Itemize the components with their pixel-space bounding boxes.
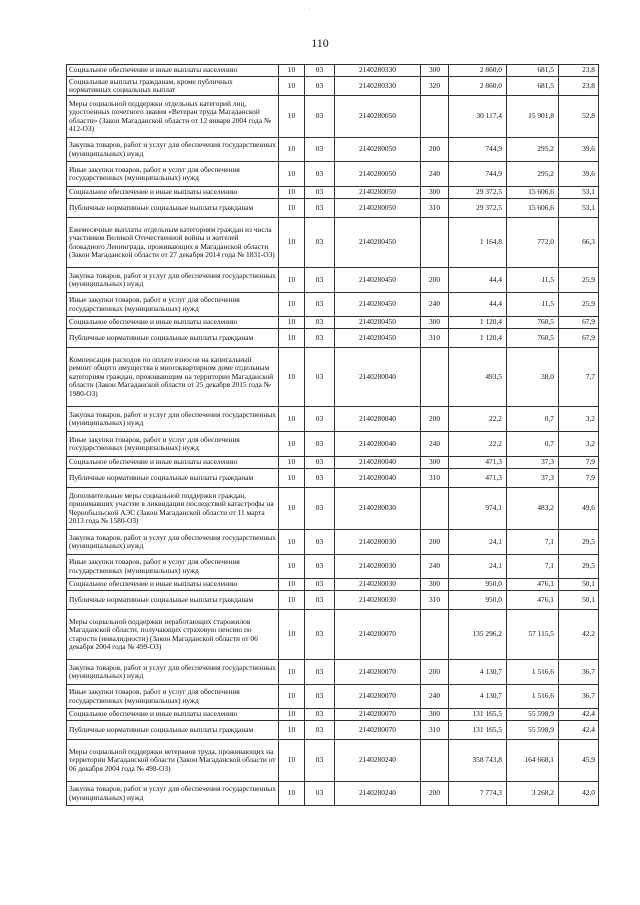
row-execution-percent: 7,9 <box>559 469 599 488</box>
row-subsection: 03 <box>305 469 335 488</box>
table-row <box>67 187 599 199</box>
row-name: Меры социальной поддержки ветеранов труда, проживающих на территории Магаданской области (Закон Магаданской области от 06 декабря 2004 года № 498-ОЗ) <box>67 740 279 782</box>
row-section: 10 <box>279 579 305 591</box>
row-execution-percent: 36,7 <box>559 685 599 709</box>
row-expense-type: 300 <box>421 187 449 199</box>
row-subsection: 03 <box>305 317 335 329</box>
row-execution-percent: 7,7 <box>559 348 599 407</box>
table-row <box>67 218 599 268</box>
row-name: Иные закупки товаров, работ и услуг для обеспечения государственных (муниципальных) нужд <box>67 555 279 579</box>
row-actual-amount: 7,1 <box>507 530 559 555</box>
row-subsection: 03 <box>305 555 335 579</box>
row-name: Иные закупки товаров, работ и услуг для обеспечения государственных (муниципальных) нужд <box>67 293 279 317</box>
row-target-article: 2140280070 <box>335 610 421 660</box>
row-section: 10 <box>279 610 305 660</box>
row-expense-type: 240 <box>421 685 449 709</box>
table-row <box>67 432 599 457</box>
row-expense-type: 240 <box>421 293 449 317</box>
row-target-article: 2140280050 <box>335 187 421 199</box>
row-plan-amount: 744,9 <box>449 138 507 162</box>
row-actual-amount: 15 901,8 <box>507 96 559 138</box>
row-actual-amount: 760,5 <box>507 317 559 329</box>
row-subsection: 03 <box>305 579 335 591</box>
row-name: Компенсация расходов по оплате взносов на капитальный ремонт общего имущества в многоквартирном доме отдельным категориям граждан, проживающим на территории Магаданской области (Закон Магаданской области от 25 декабря 2015 года № 1980-ОЗ) <box>67 348 279 407</box>
row-execution-percent: 42,0 <box>559 782 599 806</box>
row-target-article: 2140280240 <box>335 782 421 806</box>
row-subsection: 03 <box>305 268 335 293</box>
row-actual-amount: 37,3 <box>507 457 559 469</box>
table-row <box>67 199 599 218</box>
row-subsection: 03 <box>305 709 335 721</box>
table-row <box>67 317 599 329</box>
row-name: Публичные нормативные социальные выплаты гражданам <box>67 721 279 740</box>
row-expense-type: 240 <box>421 555 449 579</box>
row-section: 10 <box>279 407 305 432</box>
row-execution-percent: 42,4 <box>559 709 599 721</box>
row-execution-percent: 39,6 <box>559 162 599 187</box>
row-name: Меры социальной поддержки отдельных категорий лиц, удостоенных почетного звания «Ветеран труда Магаданской области» (Закон Магаданской области от 12 января 2004 года № 412-ОЗ) <box>67 96 279 138</box>
table-row <box>67 555 599 579</box>
row-actual-amount: 7,1 <box>507 555 559 579</box>
row-name: Социальное обеспечение и иные выплаты населению <box>67 579 279 591</box>
table-row <box>67 660 599 685</box>
row-expense-type: 310 <box>421 721 449 740</box>
row-name: Иные закупки товаров, работ и услуг для обеспечения государственных (муниципальных) нужд <box>67 685 279 709</box>
row-section: 10 <box>279 530 305 555</box>
row-subsection: 03 <box>305 660 335 685</box>
row-actual-amount: 11,5 <box>507 268 559 293</box>
row-actual-amount: 0,7 <box>507 407 559 432</box>
row-subsection: 03 <box>305 457 335 469</box>
row-name: Дополнительные меры социальной поддержки граждан, принимавших участие в ликвидации последствий катастрофы на Чернобыльской АЭС (Закон Магаданской области от 11 марта 2013 года № 1580-ОЗ) <box>67 488 279 530</box>
row-expense-type: 200 <box>421 660 449 685</box>
row-execution-percent: 66,3 <box>559 218 599 268</box>
row-expense-type: 310 <box>421 199 449 218</box>
table-row <box>67 348 599 407</box>
row-subsection: 03 <box>305 187 335 199</box>
table-row <box>67 530 599 555</box>
row-section: 10 <box>279 555 305 579</box>
row-target-article: 2140280030 <box>335 555 421 579</box>
row-target-article: 2140280330 <box>335 65 421 77</box>
row-actual-amount: 55 598,9 <box>507 709 559 721</box>
row-name: Закупка товаров, работ и услуг для обеспечения государственных (муниципальных) нужд <box>67 782 279 806</box>
row-target-article: 2140280070 <box>335 660 421 685</box>
row-subsection: 03 <box>305 65 335 77</box>
row-actual-amount: 15 606,6 <box>507 187 559 199</box>
row-subsection: 03 <box>305 782 335 806</box>
row-execution-percent: 53,1 <box>559 199 599 218</box>
row-section: 10 <box>279 740 305 782</box>
row-execution-percent: 52,8 <box>559 96 599 138</box>
row-section: 10 <box>279 218 305 268</box>
row-actual-amount: 11,5 <box>507 293 559 317</box>
row-actual-amount: 1 516,6 <box>507 685 559 709</box>
row-execution-percent: 67,9 <box>559 329 599 348</box>
row-name: Социальное обеспечение и иные выплаты населению <box>67 187 279 199</box>
row-target-article: 2140280040 <box>335 457 421 469</box>
row-target-article: 2140280050 <box>335 199 421 218</box>
row-execution-percent: 67,9 <box>559 317 599 329</box>
row-section: 10 <box>279 469 305 488</box>
row-target-article: 2140280450 <box>335 218 421 268</box>
row-execution-percent: 23,8 <box>559 77 599 96</box>
row-section: 10 <box>279 65 305 77</box>
table-row <box>67 268 599 293</box>
scan-mark: ˈ <box>308 8 311 16</box>
row-execution-percent: 29,5 <box>559 555 599 579</box>
row-section: 10 <box>279 782 305 806</box>
row-plan-amount: 4 130,7 <box>449 660 507 685</box>
row-section: 10 <box>279 329 305 348</box>
row-name: Меры социальной поддержки неработающих старожилов Магаданской области, получающих страховую пенсию по старости (инвалидности) (Закон Магаданской области от 06 декабря 2004 года № 499-ОЗ) <box>67 610 279 660</box>
row-plan-amount: 1 120,4 <box>449 317 507 329</box>
row-plan-amount: 1 164,8 <box>449 218 507 268</box>
row-target-article: 2140280070 <box>335 721 421 740</box>
row-subsection: 03 <box>305 329 335 348</box>
row-expense-type: 200 <box>421 782 449 806</box>
row-execution-percent: 50,1 <box>559 591 599 610</box>
row-section: 10 <box>279 187 305 199</box>
row-actual-amount: 772,0 <box>507 218 559 268</box>
row-plan-amount: 1 120,4 <box>449 329 507 348</box>
row-target-article: 2140280030 <box>335 579 421 591</box>
row-execution-percent: 3,2 <box>559 407 599 432</box>
row-subsection: 03 <box>305 591 335 610</box>
row-section: 10 <box>279 162 305 187</box>
row-target-article: 2140280070 <box>335 709 421 721</box>
row-target-article: 2140280040 <box>335 469 421 488</box>
row-expense-type: 310 <box>421 591 449 610</box>
row-subsection: 03 <box>305 740 335 782</box>
row-actual-amount: 476,1 <box>507 591 559 610</box>
row-target-article: 2140280050 <box>335 162 421 187</box>
row-plan-amount: 22,2 <box>449 432 507 457</box>
row-expense-type: 200 <box>421 268 449 293</box>
row-actual-amount: 55 598,9 <box>507 721 559 740</box>
row-subsection: 03 <box>305 432 335 457</box>
row-plan-amount: 24,1 <box>449 530 507 555</box>
row-plan-amount: 44,4 <box>449 268 507 293</box>
table-row <box>67 488 599 530</box>
row-plan-amount: 7 774,3 <box>449 782 507 806</box>
row-expense-type <box>421 348 449 407</box>
row-plan-amount: 950,0 <box>449 591 507 610</box>
row-plan-amount: 22,2 <box>449 407 507 432</box>
row-subsection: 03 <box>305 199 335 218</box>
row-target-article: 2140280450 <box>335 329 421 348</box>
row-expense-type: 240 <box>421 432 449 457</box>
row-section: 10 <box>279 457 305 469</box>
table-row <box>67 740 599 782</box>
table-row <box>67 96 599 138</box>
row-actual-amount: 760,5 <box>507 329 559 348</box>
row-plan-amount: 4 130,7 <box>449 685 507 709</box>
row-name: Закупка товаров, работ и услуг для обеспечения государственных (муниципальных) нужд <box>67 407 279 432</box>
row-name: Закупка товаров, работ и услуг для обеспечения государственных (муниципальных) нужд <box>67 530 279 555</box>
row-expense-type: 300 <box>421 65 449 77</box>
table-row <box>67 457 599 469</box>
row-target-article: 2140280240 <box>335 740 421 782</box>
row-expense-type <box>421 96 449 138</box>
row-subsection: 03 <box>305 162 335 187</box>
row-subsection: 03 <box>305 138 335 162</box>
row-execution-percent: 53,1 <box>559 187 599 199</box>
table-row <box>67 65 599 77</box>
row-subsection: 03 <box>305 218 335 268</box>
row-plan-amount: 131 165,5 <box>449 721 507 740</box>
row-expense-type <box>421 488 449 530</box>
table-row <box>67 579 599 591</box>
row-actual-amount: 164 668,1 <box>507 740 559 782</box>
row-plan-amount: 471,3 <box>449 469 507 488</box>
row-execution-percent: 29,5 <box>559 530 599 555</box>
row-name: Ежемесячные выплаты отдельным категориям граждан из числа участников Великой Отечественной войны и жителей блокадного Ленинграда, проживающих в Магаданской области (Закон Магаданской области от 27 декабря 2014 года № 1831-ОЗ) <box>67 218 279 268</box>
row-subsection: 03 <box>305 293 335 317</box>
row-target-article: 2140280070 <box>335 685 421 709</box>
row-expense-type: 310 <box>421 469 449 488</box>
row-expense-type <box>421 740 449 782</box>
row-plan-amount: 135 296,2 <box>449 610 507 660</box>
row-target-article: 2140280040 <box>335 348 421 407</box>
row-section: 10 <box>279 685 305 709</box>
row-plan-amount: 29 372,5 <box>449 187 507 199</box>
row-target-article: 2140280050 <box>335 138 421 162</box>
row-section: 10 <box>279 660 305 685</box>
table-row <box>67 685 599 709</box>
row-target-article: 2140280030 <box>335 591 421 610</box>
row-execution-percent: 7,9 <box>559 457 599 469</box>
row-plan-amount: 493,5 <box>449 348 507 407</box>
row-section: 10 <box>279 348 305 407</box>
row-actual-amount: 295,2 <box>507 162 559 187</box>
row-execution-percent: 23,8 <box>559 65 599 77</box>
row-expense-type <box>421 218 449 268</box>
row-actual-amount: 295,2 <box>507 138 559 162</box>
table-row <box>67 782 599 806</box>
row-execution-percent: 49,6 <box>559 488 599 530</box>
row-section: 10 <box>279 77 305 96</box>
row-section: 10 <box>279 721 305 740</box>
row-execution-percent: 36,7 <box>559 660 599 685</box>
row-plan-amount: 131 165,5 <box>449 709 507 721</box>
row-expense-type: 200 <box>421 407 449 432</box>
row-execution-percent: 50,1 <box>559 579 599 591</box>
row-subsection: 03 <box>305 530 335 555</box>
row-name: Иные закупки товаров, работ и услуг для обеспечения государственных (муниципальных) нужд <box>67 162 279 187</box>
budget-table <box>66 64 599 806</box>
row-name: Социальные выплаты гражданам, кроме публичных нормативных социальных выплат <box>67 77 279 96</box>
row-section: 10 <box>279 138 305 162</box>
row-target-article: 2140280040 <box>335 407 421 432</box>
table-row <box>67 329 599 348</box>
row-section: 10 <box>279 709 305 721</box>
row-name: Публичные нормативные социальные выплаты гражданам <box>67 199 279 218</box>
row-name: Социальное обеспечение и иные выплаты населению <box>67 65 279 77</box>
table-row <box>67 709 599 721</box>
row-name: Социальное обеспечение и иные выплаты населению <box>67 709 279 721</box>
table-row <box>67 610 599 660</box>
row-actual-amount: 37,3 <box>507 469 559 488</box>
row-execution-percent: 25,9 <box>559 293 599 317</box>
row-section: 10 <box>279 591 305 610</box>
row-target-article: 2140280450 <box>335 268 421 293</box>
row-name: Публичные нормативные социальные выплаты гражданам <box>67 329 279 348</box>
row-subsection: 03 <box>305 77 335 96</box>
row-expense-type: 240 <box>421 162 449 187</box>
table-row <box>67 162 599 187</box>
row-name: Публичные нормативные социальные выплаты гражданам <box>67 469 279 488</box>
row-name: Закупка товаров, работ и услуг для обеспечения государственных (муниципальных) нужд <box>67 268 279 293</box>
row-target-article: 2140280040 <box>335 432 421 457</box>
row-actual-amount: 483,2 <box>507 488 559 530</box>
row-target-article: 2140280030 <box>335 488 421 530</box>
table-row <box>67 77 599 96</box>
row-execution-percent: 25,9 <box>559 268 599 293</box>
row-expense-type: 320 <box>421 77 449 96</box>
row-subsection: 03 <box>305 721 335 740</box>
row-target-article: 2140280450 <box>335 317 421 329</box>
row-name: Публичные нормативные социальные выплаты гражданам <box>67 591 279 610</box>
row-actual-amount: 681,5 <box>507 65 559 77</box>
row-execution-percent: 42,4 <box>559 721 599 740</box>
row-execution-percent: 42,2 <box>559 610 599 660</box>
row-target-article: 2140280030 <box>335 530 421 555</box>
row-name: Социальное обеспечение и иные выплаты населению <box>67 457 279 469</box>
row-expense-type: 310 <box>421 329 449 348</box>
row-section: 10 <box>279 268 305 293</box>
row-section: 10 <box>279 432 305 457</box>
row-section: 10 <box>279 199 305 218</box>
row-expense-type: 300 <box>421 579 449 591</box>
row-subsection: 03 <box>305 96 335 138</box>
row-execution-percent: 45,9 <box>559 740 599 782</box>
row-plan-amount: 358 743,8 <box>449 740 507 782</box>
row-expense-type: 200 <box>421 530 449 555</box>
row-actual-amount: 476,1 <box>507 579 559 591</box>
row-actual-amount: 1 516,6 <box>507 660 559 685</box>
row-expense-type <box>421 610 449 660</box>
row-target-article: 2140280050 <box>335 96 421 138</box>
row-plan-amount: 2 860,0 <box>449 77 507 96</box>
row-subsection: 03 <box>305 685 335 709</box>
row-section: 10 <box>279 488 305 530</box>
row-execution-percent: 3,2 <box>559 432 599 457</box>
row-section: 10 <box>279 317 305 329</box>
row-plan-amount: 44,4 <box>449 293 507 317</box>
row-section: 10 <box>279 96 305 138</box>
row-section: 10 <box>279 293 305 317</box>
row-subsection: 03 <box>305 610 335 660</box>
row-execution-percent: 39,6 <box>559 138 599 162</box>
table-row <box>67 407 599 432</box>
row-plan-amount: 2 860,0 <box>449 65 507 77</box>
row-expense-type: 300 <box>421 457 449 469</box>
row-name: Закупка товаров, работ и услуг для обеспечения государственных (муниципальных) нужд <box>67 660 279 685</box>
table-row <box>67 138 599 162</box>
row-subsection: 03 <box>305 407 335 432</box>
row-plan-amount: 950,0 <box>449 579 507 591</box>
table-row <box>67 591 599 610</box>
row-name: Социальное обеспечение и иные выплаты населению <box>67 317 279 329</box>
row-target-article: 2140280330 <box>335 77 421 96</box>
table-row <box>67 293 599 317</box>
row-plan-amount: 29 372,5 <box>449 199 507 218</box>
row-expense-type: 300 <box>421 317 449 329</box>
row-plan-amount: 471,3 <box>449 457 507 469</box>
row-subsection: 03 <box>305 348 335 407</box>
row-actual-amount: 681,5 <box>507 77 559 96</box>
page-number: 110 <box>311 36 329 50</box>
row-target-article: 2140280450 <box>335 293 421 317</box>
row-actual-amount: 57 115,5 <box>507 610 559 660</box>
row-name: Иные закупки товаров, работ и услуг для обеспечения государственных (муниципальных) нужд <box>67 432 279 457</box>
row-actual-amount: 38,0 <box>507 348 559 407</box>
row-expense-type: 200 <box>421 138 449 162</box>
row-name: Закупка товаров, работ и услуг для обеспечения государственных (муниципальных) нужд <box>67 138 279 162</box>
table-row <box>67 721 599 740</box>
row-plan-amount: 744,9 <box>449 162 507 187</box>
row-actual-amount: 3 268,2 <box>507 782 559 806</box>
row-plan-amount: 30 117,4 <box>449 96 507 138</box>
table-row <box>67 469 599 488</box>
table-body <box>67 65 599 806</box>
row-actual-amount: 0,7 <box>507 432 559 457</box>
row-actual-amount: 15 606,6 <box>507 199 559 218</box>
row-expense-type: 300 <box>421 709 449 721</box>
row-plan-amount: 974,1 <box>449 488 507 530</box>
row-subsection: 03 <box>305 488 335 530</box>
row-plan-amount: 24,1 <box>449 555 507 579</box>
